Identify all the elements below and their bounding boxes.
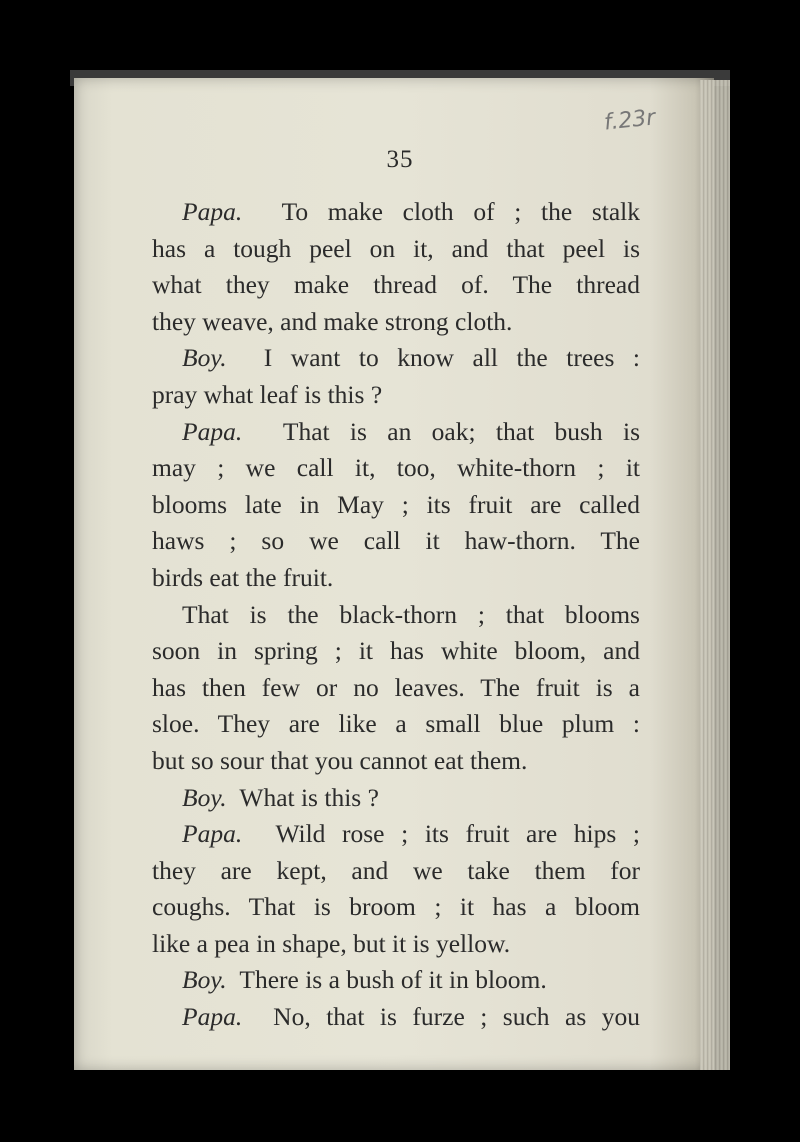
line-text: has then few or no leaves. The fruit is a <box>152 672 640 702</box>
line-text: has a tough peel on it, and that peel is <box>152 233 640 263</box>
speaker-label: Boy. <box>182 782 227 812</box>
speaker-label: Boy. <box>182 965 227 995</box>
line-text: pray what leaf is this ? <box>152 379 383 409</box>
line-text: may ; we call it, too, white-thorn ; it <box>152 453 640 483</box>
line-text: That is an oak; that bush is <box>282 416 640 446</box>
speaker-label: Boy. <box>182 343 227 373</box>
line-text: what they make thread of. The thread <box>152 270 640 300</box>
text-line <box>152 560 640 597</box>
line-text: That is the black-thorn ; that blooms <box>182 599 640 629</box>
folio-annotation: f.23r <box>602 105 657 136</box>
line-text: but so sour that you cannot eat them. <box>152 745 528 775</box>
speaker-label: Papa. <box>182 416 243 446</box>
text-line <box>152 267 640 304</box>
text-line <box>152 926 640 963</box>
text-line <box>152 414 640 451</box>
text-line <box>152 450 640 487</box>
text-line <box>152 962 640 999</box>
speaker-label: Papa. <box>182 197 243 226</box>
line-text: No, that is furze ; such as you <box>273 1002 640 1032</box>
text-line <box>152 999 640 1036</box>
text-line <box>152 670 640 707</box>
line-text: To make cloth of ; the stalk <box>281 197 641 226</box>
text-line <box>152 889 640 926</box>
text-line <box>152 633 640 670</box>
text-line <box>152 853 640 890</box>
page-number: 35 <box>386 146 414 173</box>
text-line <box>152 377 640 414</box>
text-line <box>152 487 640 524</box>
text-line <box>152 231 640 268</box>
line-text: haws ; so we call it haw-thorn. The <box>152 526 640 556</box>
page-edge <box>700 80 730 1070</box>
page-text <box>152 194 640 1036</box>
line-text: like a pea in shape, but it is yellow. <box>152 928 511 958</box>
text-line <box>152 597 640 634</box>
text-line <box>152 780 640 817</box>
text-line <box>152 706 640 743</box>
line-text: soon in spring ; it has white bloom, and <box>152 636 640 666</box>
text-line <box>152 194 640 231</box>
line-text: birds eat the fruit. <box>152 562 334 592</box>
text-line <box>152 743 640 780</box>
line-text: What is this ? <box>239 782 379 812</box>
line-text: they weave, and make strong cloth. <box>152 306 513 336</box>
line-text: Wild rose ; its fruit are hips ; <box>275 819 640 849</box>
text-line <box>152 340 640 377</box>
line-text: sloe. They are like a small blue plum : <box>152 709 640 739</box>
line-text: they are kept, and we take them for <box>152 855 640 885</box>
line-text: There is a bush of it in bloom. <box>239 965 547 995</box>
text-line <box>152 816 640 853</box>
speaker-label: Papa. <box>182 819 243 849</box>
line-text: coughs. That is broom ; it has a bloom <box>152 892 640 922</box>
line-text: blooms late in May ; its fruit are called <box>152 489 640 519</box>
text-line <box>152 523 640 560</box>
line-text: I want to know all the trees : <box>263 343 641 373</box>
speaker-label: Papa. <box>182 1002 243 1032</box>
text-line <box>152 304 640 341</box>
